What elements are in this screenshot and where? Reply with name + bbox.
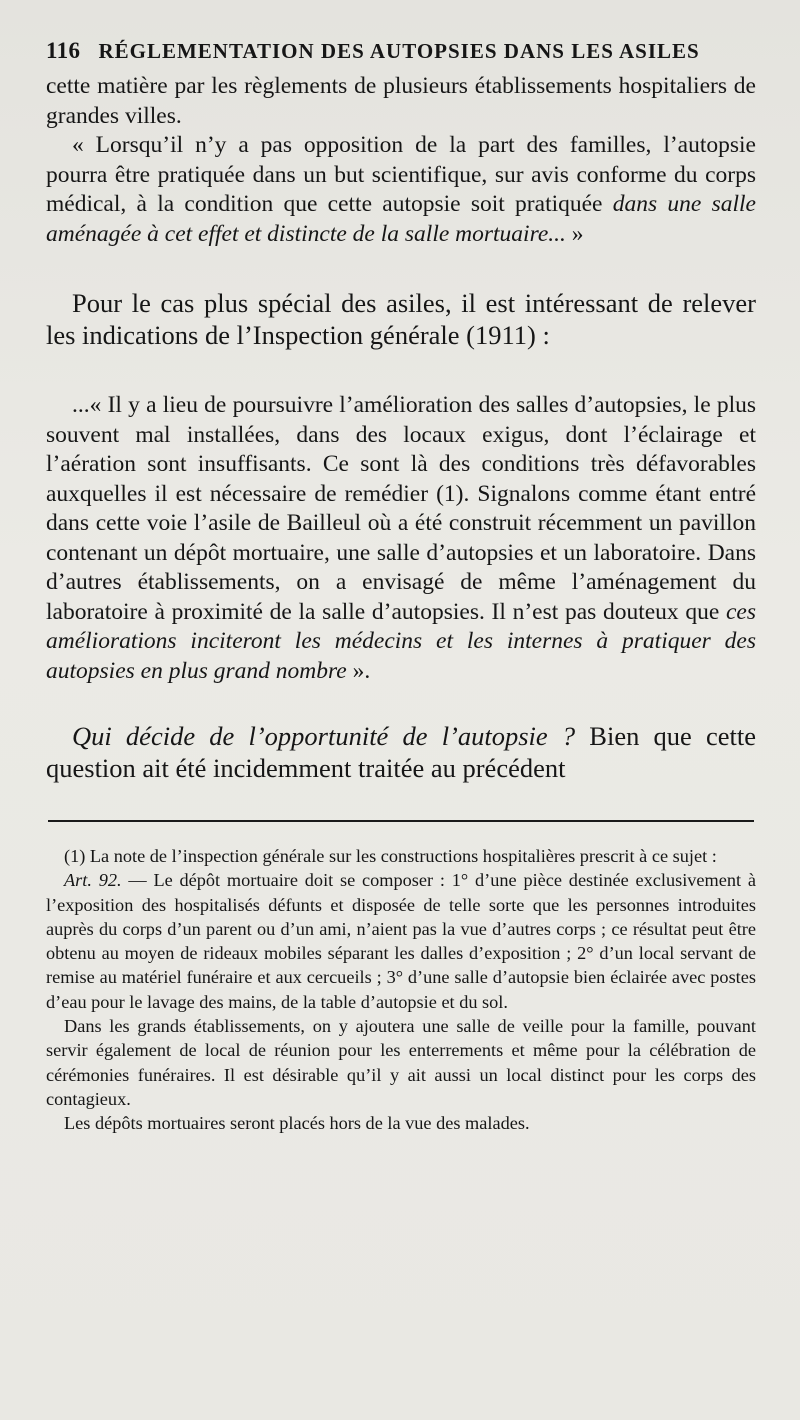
paragraph-question	[46, 720, 756, 784]
question-text: Bien que cette question ait été incidemment traitée au précédent	[46, 721, 756, 783]
question-heading: Qui décide de l’opportunité de l’autopsie ?	[72, 721, 576, 751]
footnote-block	[46, 844, 756, 1136]
paragraph-asiles: Pour le cas plus spécial des asiles, il est intéressant de relever les indications de l’Inspection générale (1911) :	[46, 288, 756, 350]
paragraph-inspection-quote	[46, 391, 756, 686]
quotation-close: »	[565, 220, 584, 247]
inspection-quote-text: ...« Il y a lieu de poursuivre l’amélioration des salles d’autopsies, le plus souvent mal installées, dans des locaux exigus, dont l’éclairage et l’aération sont insuffisants. Ce sont là des conditions très défavorables auxquelles il est nécessaire de remédier (1). Signalons comme étant entré dans cette voie l’asile de Bailleul où a été construit récemment un pavillon contenant un dépôt mortuaire, une salle d’autopsies et un laboratoire. Dans d’autres établissements, on a envisagé de même l’aménagement du laboratoire à proximité de la salle d’autopsies. Il n’est pas douteux que	[46, 392, 756, 625]
footnote-intro: (1) La note de l’inspection générale sur les constructions hospitalières prescrit à ce sujet :	[64, 846, 717, 866]
running-title: RÉGLEMENTATION DES AUTOPSIES DANS LES ASILES	[98, 39, 700, 63]
article-text: — Le dépôt mortuaire doit se composer : 1° d’une pièce destinée exclusivement à l’exposition des hospitalisés défunts et disposée de telle sorte que les personnes introduites auprès du corps d’un parent ou d’un ami, n’aient pas la vue d’autres corps ; ce résultat peut être obtenu au moyen de rideaux mobiles séparant les dalles d’exposition ; 2° d’un local servant de remise au matériel funéraire et aux cercueils ; 3° d’une salle d’autopsie bien éclairée avec postes d’eau pour le lavage des mains, de la table d’autopsie et du sol.	[46, 870, 756, 1012]
inspection-quote-close: ».	[346, 657, 371, 684]
footnote-article	[46, 868, 756, 1014]
page-number: 116	[46, 38, 81, 63]
paragraph-quotation	[46, 131, 756, 249]
article-label: Art. 92.	[64, 870, 122, 891]
footnote-large-establishments: Dans les grands établissements, on y ajoutera une salle de veille pour la famille, pouvant servir également de local de réunion pour les enterrements et même pour la célébration de cérémonies funéraires. Il est désirable qu’il y ait aussi un local distinct pour les corps des contagieux.	[46, 1016, 756, 1109]
footnote-divider	[48, 820, 754, 822]
inspection-quote-emphasis: ces améliorations inciteront les médecins et les internes à pratiquer des autopsies en plus grand nombre	[46, 598, 756, 684]
running-head	[46, 38, 756, 64]
footnote-last-line: Les dépôts mortuaires seront placés hors de la vue des malades.	[64, 1113, 530, 1134]
paragraph-continuation: cette matière par les règlements de plusieurs établissements hospitaliers de grandes villes.	[46, 73, 756, 129]
quotation-text: « Lorsqu’il n’y a pas opposition de la part des familles, l’autopsie pourra être pratiquée dans un but scientifique, sur avis conforme du corps médical, à la condition que cette autopsie soit pratiquée	[46, 132, 756, 217]
quotation-emphasis: dans une salle aménagée à cet effet et distincte de la salle mortuaire...	[46, 191, 756, 247]
